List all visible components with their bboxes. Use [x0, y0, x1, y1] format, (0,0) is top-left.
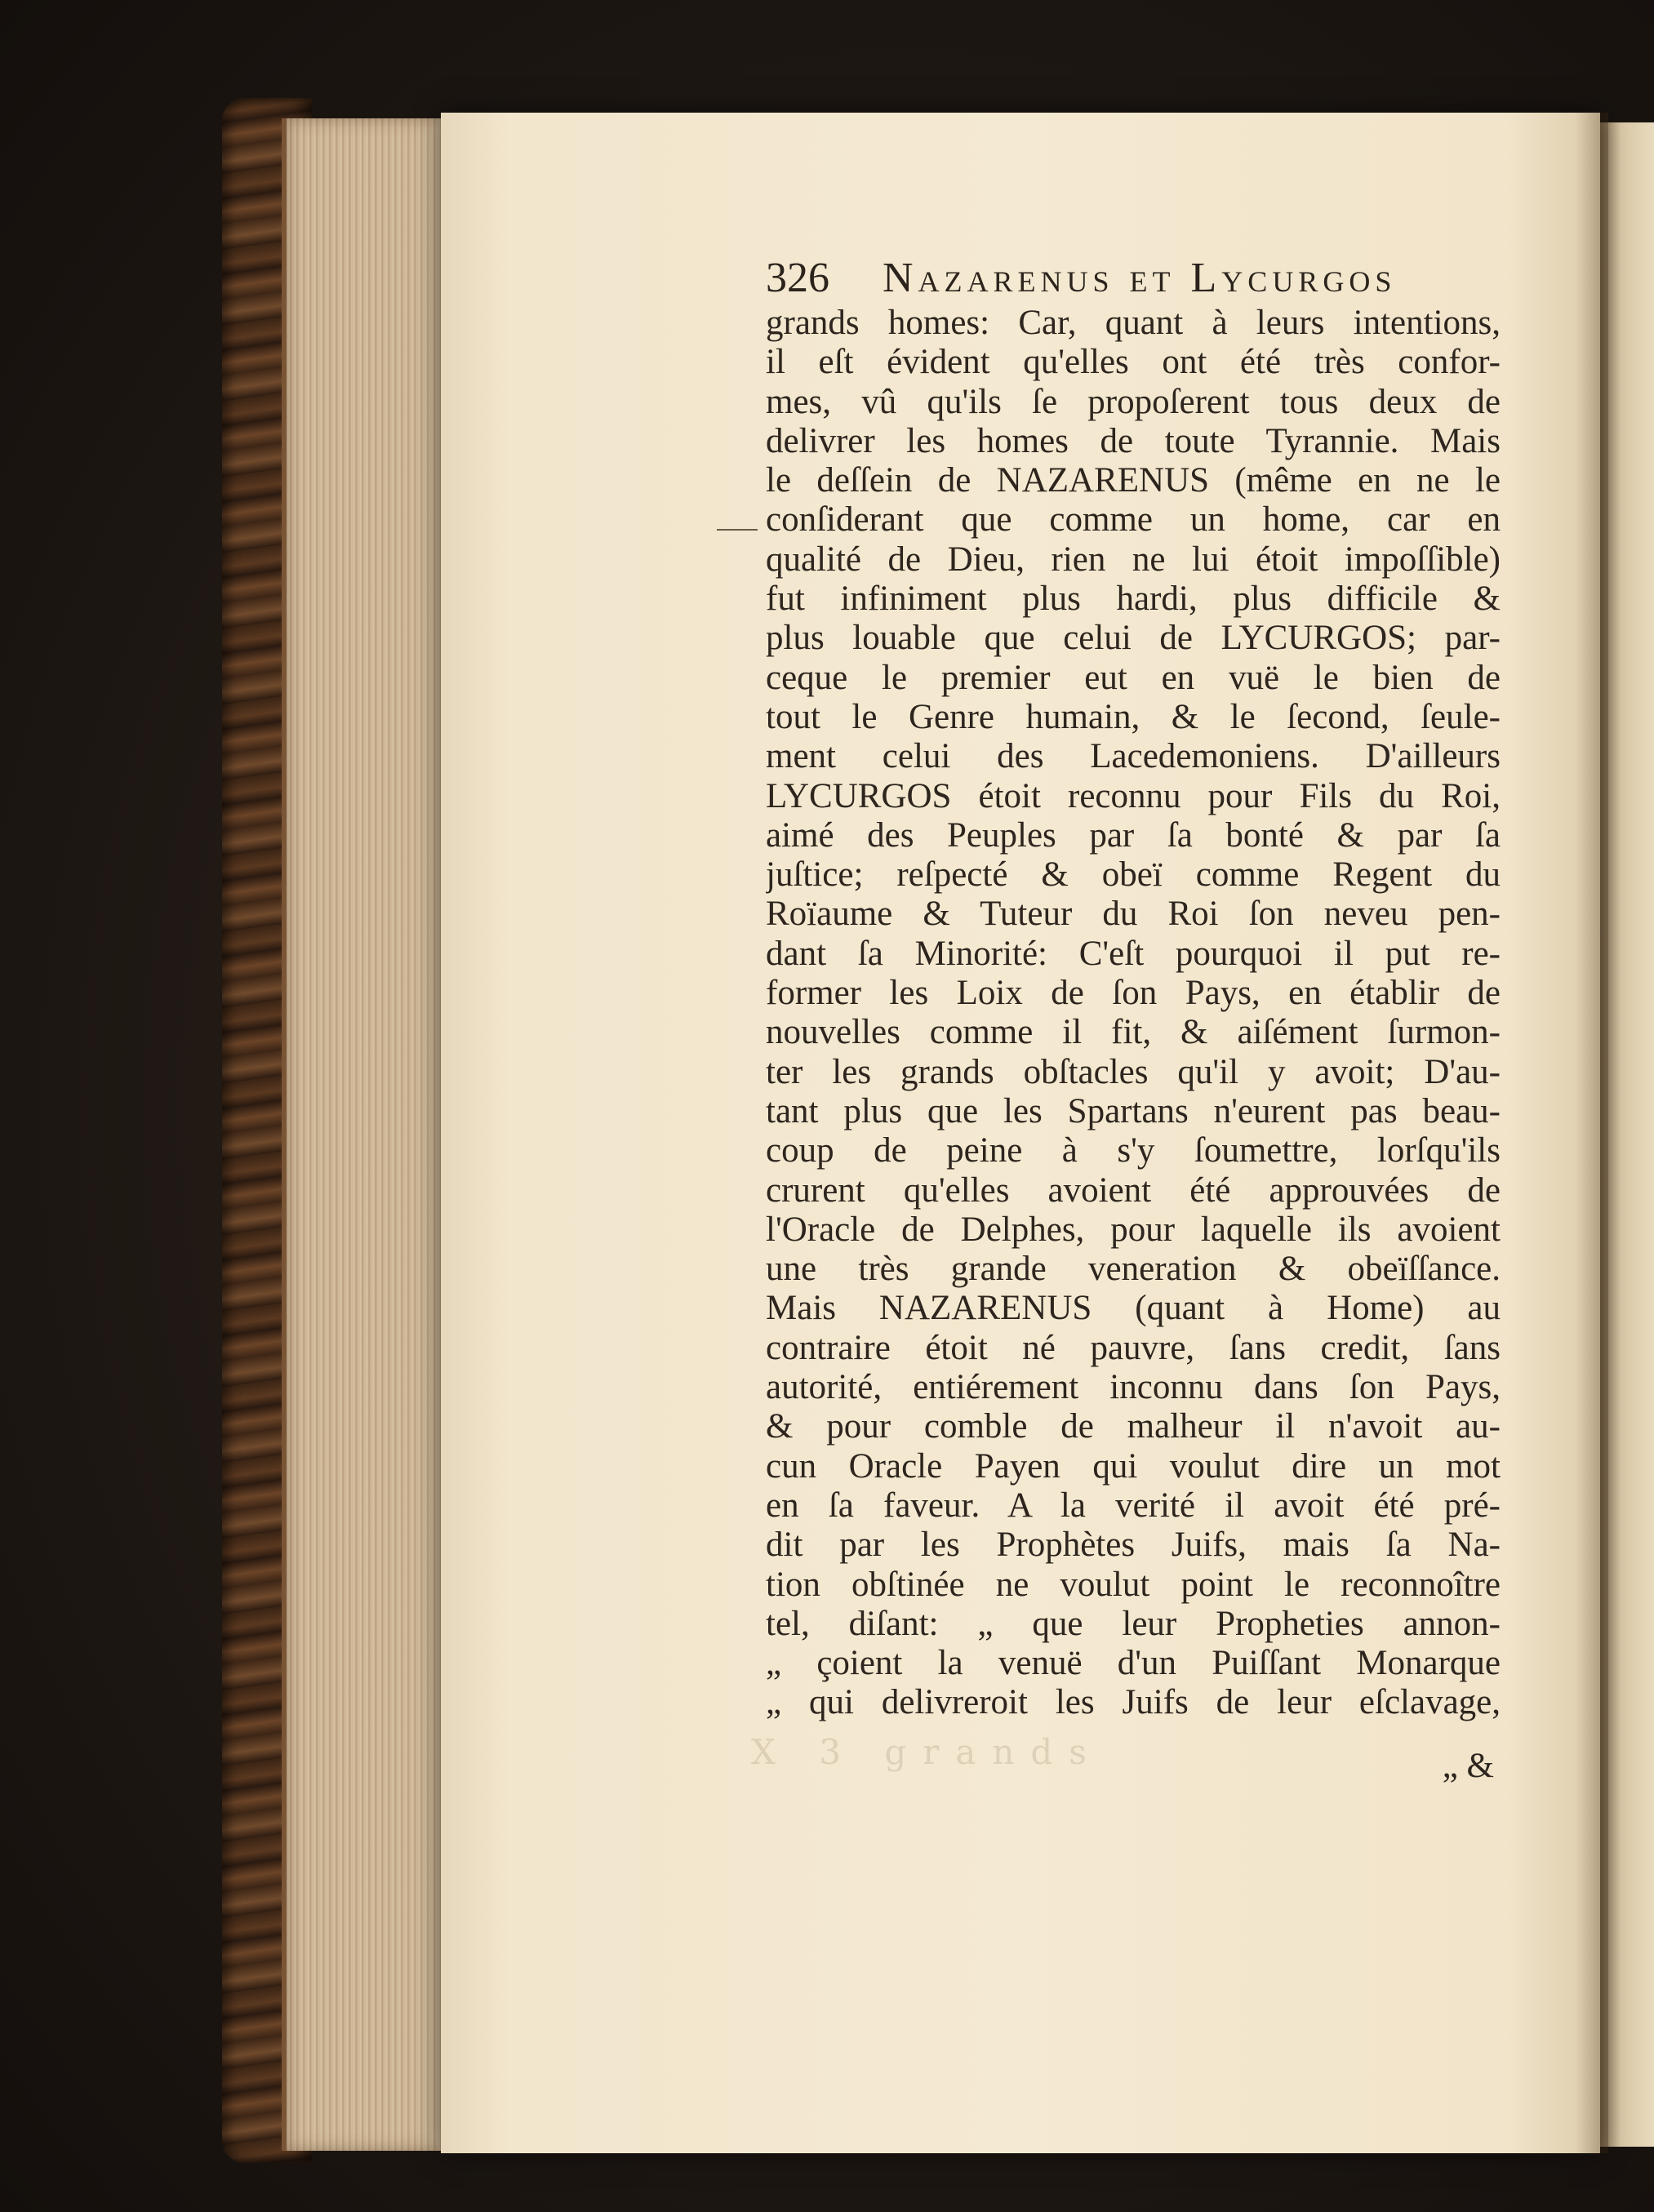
text-line: tant plus que les Spartans n'eurent pas beau- [766, 1091, 1501, 1130]
text-line: tion obſtinée ne voulut point le reconnoître [766, 1565, 1501, 1604]
text-line: juſtice; reſpecté & obeï comme Regent du [766, 855, 1501, 895]
text-line: l'Oracle de Delphes, pour laquelle ils avoient [766, 1210, 1501, 1249]
text-line: dit par les Prophètes Juifs, mais ſa Na- [766, 1526, 1501, 1565]
text-line: conſiderant que comme un home, car en [766, 500, 1501, 540]
gutter-shadow [1576, 113, 1608, 2153]
text-line: grands homes: Car, quant à leurs intentions, [766, 304, 1501, 342]
page-header [766, 250, 1443, 307]
text-line: qualité de Dieu, rien ne lui étoit impoſſible) [766, 540, 1501, 579]
text-line: contraire étoit né pauvre, ſans credit, ſans [766, 1328, 1501, 1367]
text-line: fut infiniment plus hardi, plus difficile & [766, 580, 1501, 619]
text-line: il eſt évident qu'elles ont été très confor- [766, 343, 1501, 382]
text-line: aimé des Peuples par ſa bonté & par ſa [766, 815, 1501, 855]
text-line: ter les grands obſtacles qu'il y avoit; D'au- [766, 1052, 1501, 1091]
text-line: plus louable que celui de LYCURGOS; par- [766, 619, 1501, 658]
running-head: Nazarenus et Lycurgos [883, 255, 1397, 301]
text-line: ceque le premier eut en vuë le bien de [766, 658, 1501, 697]
text-line: mes, vû qu'ils ſe propoſerent tous deux de [766, 382, 1501, 421]
text-line: „ qui delivreroit les Juifs de leur eſclavage, [766, 1683, 1501, 1722]
text-line: le deſſein de NAZARENUS (même en ne le [766, 461, 1501, 500]
show-through-text: X 3 grands [751, 1732, 1103, 1772]
text-line: nouvelles comme il fit, & aiſément ſurmon- [766, 1013, 1501, 1052]
margin-mark [717, 529, 758, 531]
text-line: LYCURGOS étoit reconnu pour Fils du Roi, [766, 776, 1501, 815]
text-line: „ çoient la venuë d'un Puiſſant Monarque [766, 1644, 1501, 1683]
text-line: coup de peine à s'y ſoumettre, lorſqu'ils [766, 1131, 1501, 1170]
text-line: en ſa faveur. A la verité il avoit été pré- [766, 1486, 1501, 1525]
text-line: tel, diſant: „ que leur Propheties annon- [766, 1604, 1501, 1643]
text-line: tout le Genre humain, & le ſecond, ſeule- [766, 697, 1501, 736]
text-line: crurent qu'elles avoient été approuvées de [766, 1170, 1501, 1210]
text-line: autorité, entiérement inconnu dans ſon Pays, [766, 1368, 1501, 1407]
body-text [766, 304, 1501, 1723]
text-line: ment celui des Lacedemoniens. D'ailleurs [766, 737, 1501, 776]
text-line: delivrer les homes de toute Tyrannie. Mais [766, 421, 1501, 460]
text-line: former les Loix de ſon Pays, en établir de [766, 974, 1501, 1013]
text-line: Roïaume & Tuteur du Roi ſon neveu pen- [766, 895, 1501, 934]
page-edges [282, 118, 450, 2151]
text-line: Mais NAZARENUS (quant à Home) au [766, 1289, 1501, 1328]
page-number: 326 [766, 255, 829, 301]
text-line: une très grande veneration & obeïſſance. [766, 1250, 1501, 1289]
text-line: & pour comble de malheur il n'avoit au- [766, 1407, 1501, 1446]
catchword: „ & [1442, 1747, 1494, 1785]
text-line: cun Oracle Payen qui voulut dire un mot [766, 1446, 1501, 1486]
text-line: dant ſa Minorité: C'eſt pourquoi il put re- [766, 934, 1501, 973]
